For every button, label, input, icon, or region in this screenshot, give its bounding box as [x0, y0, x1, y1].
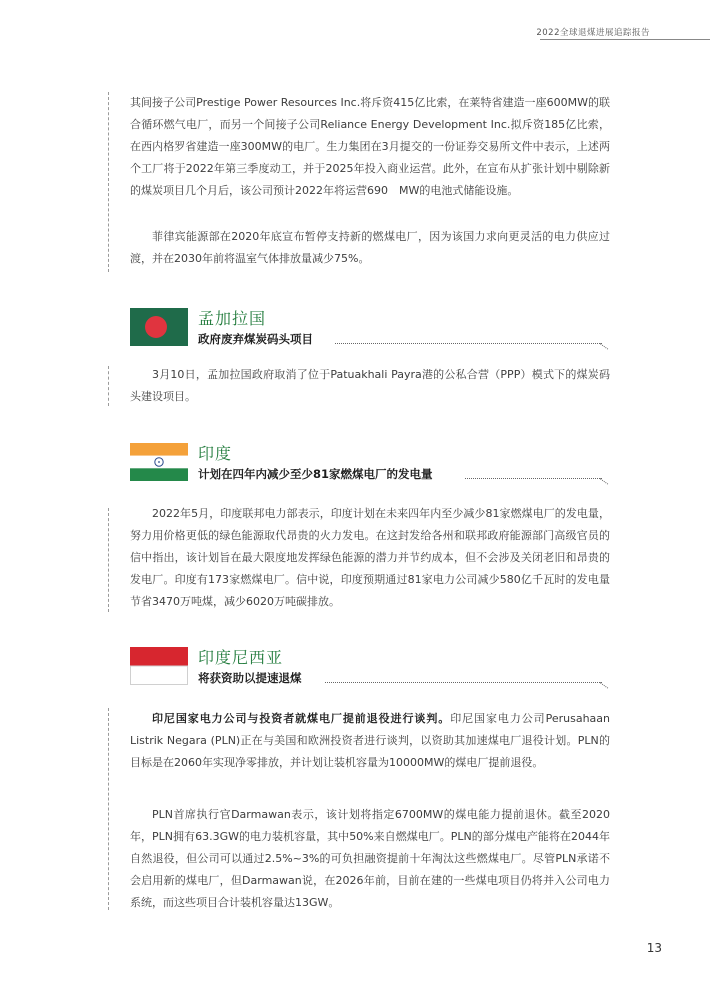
indonesia-flag-icon [130, 647, 188, 685]
section-subtitle: 将获资助以提速退煤 [198, 671, 302, 685]
india-flag-icon [130, 443, 188, 481]
dotted-divider [325, 682, 602, 683]
margin-dashed-line [108, 508, 109, 612]
section-country-name: 印度尼西亚 [198, 648, 284, 667]
dotted-divider [335, 343, 602, 344]
margin-dashed-line [108, 92, 109, 272]
section-subtitle: 计划在四年内减少至少81家燃煤电厂的发电量 [198, 467, 433, 481]
indonesia-paragraph-1 [130, 708, 610, 774]
india-paragraph-1: 2022年5月，印度联邦电力部表示，印度计划在未来四年内至少减少81家燃煤电厂的发电量，努力用价格更低的绿色能源取代昂贵的火力发电。在这封发给各州和联邦政府能源部门高级官员的信中指出，该计划旨在最大限度地发挥绿色能源的潜力并节约成本，但不会涉及关闭老旧和昂贵的发电厂。印度有173家燃煤电厂。信中说，印度预期通过81家电力公司减少580亿千瓦时的发电量节省3470万吨煤，减少6020万吨碳排放。 [130, 507, 610, 608]
indonesia-paragraph-2: PLN首席执行官Darmawan表示，该计划将指定6700MW的煤电能力提前退休。截至2020年，PLN拥有63.3GW的电力装机容量，其中50%来自燃煤电厂。PLN的部分煤电产能将在2044年自然退役，但公司可以通过2.5%~3%的可负担融资提前十年淘汰这些燃煤电厂。尽管PLN承诺不会启用新的煤电厂，但Darmawan说，在2026年前，目前在建的一些煤电项目仍将并入公司电力系统，而这些项目合计装机容量达13GW。 [130, 808, 610, 909]
dotted-divider [465, 478, 602, 479]
report-header-title: 2022全球退煤进展追踪报告 [536, 28, 650, 38]
section-header-india [130, 443, 610, 493]
dotted-divider-tail [594, 478, 609, 493]
margin-dashed-line [108, 366, 109, 406]
dotted-divider-tail [594, 682, 609, 697]
section-header-indonesia [130, 647, 610, 697]
page-number: 13 [646, 941, 662, 955]
section-country-name: 孟加拉国 [198, 309, 267, 328]
dotted-divider-tail [594, 343, 609, 358]
bangladesh-paragraph-1: 3月10日，孟加拉国政府取消了位于Patuakhali Payra港的公私合营（PPP）模式下的煤炭码头建设项目。 [130, 368, 610, 403]
margin-dashed-line [108, 708, 109, 910]
indonesia-lead-sentence: 印尼国家电力公司与投资者就煤电厂提前退役进行谈判。 [152, 712, 451, 725]
section-header-bangladesh [130, 308, 610, 358]
philippines-paragraph-1: 其间接子公司Prestige Power Resources Inc.将斥资415亿比索，在莱特省建造一座600MW的联合循环燃气电厂，而另一个间接子公司Reliance Energy Development Inc.拟斥资185亿比索，在西内格罗省建造一座300MW的电厂。生力集团在3月提交的一份证券交易所文件中表示，上述两个工厂将于2022年第三季度动工，并于2025年投入商业运营。此外，在宣布从扩张计划中剔除新的煤炭项目几个月后，该公司预计2022年将运营690 MW的电池式储能设施。 [130, 96, 610, 197]
section-country-name: 印度 [198, 444, 233, 463]
bangladesh-flag-icon [130, 308, 188, 346]
section-subtitle: 政府废弃煤炭码头项目 [198, 332, 313, 346]
header-rule [540, 39, 710, 40]
philippines-paragraph-2: 菲律宾能源部在2020年底宣布暂停支持新的燃煤电厂，因为该国力求向更灵活的电力供应过渡，并在2030年前将温室气体排放量减少75%。 [130, 230, 610, 265]
indonesia-paragraph-1-body: 印尼国家电力公司Perusahaan Listrik Negara (PLN)正在与美国和欧洲投资者进行谈判，以资助其加速煤电厂退役计划。PLN的目标是在2060年实现净零排放，并计划让装机容量为10000MW的煤电厂提前退役。 [130, 712, 611, 769]
